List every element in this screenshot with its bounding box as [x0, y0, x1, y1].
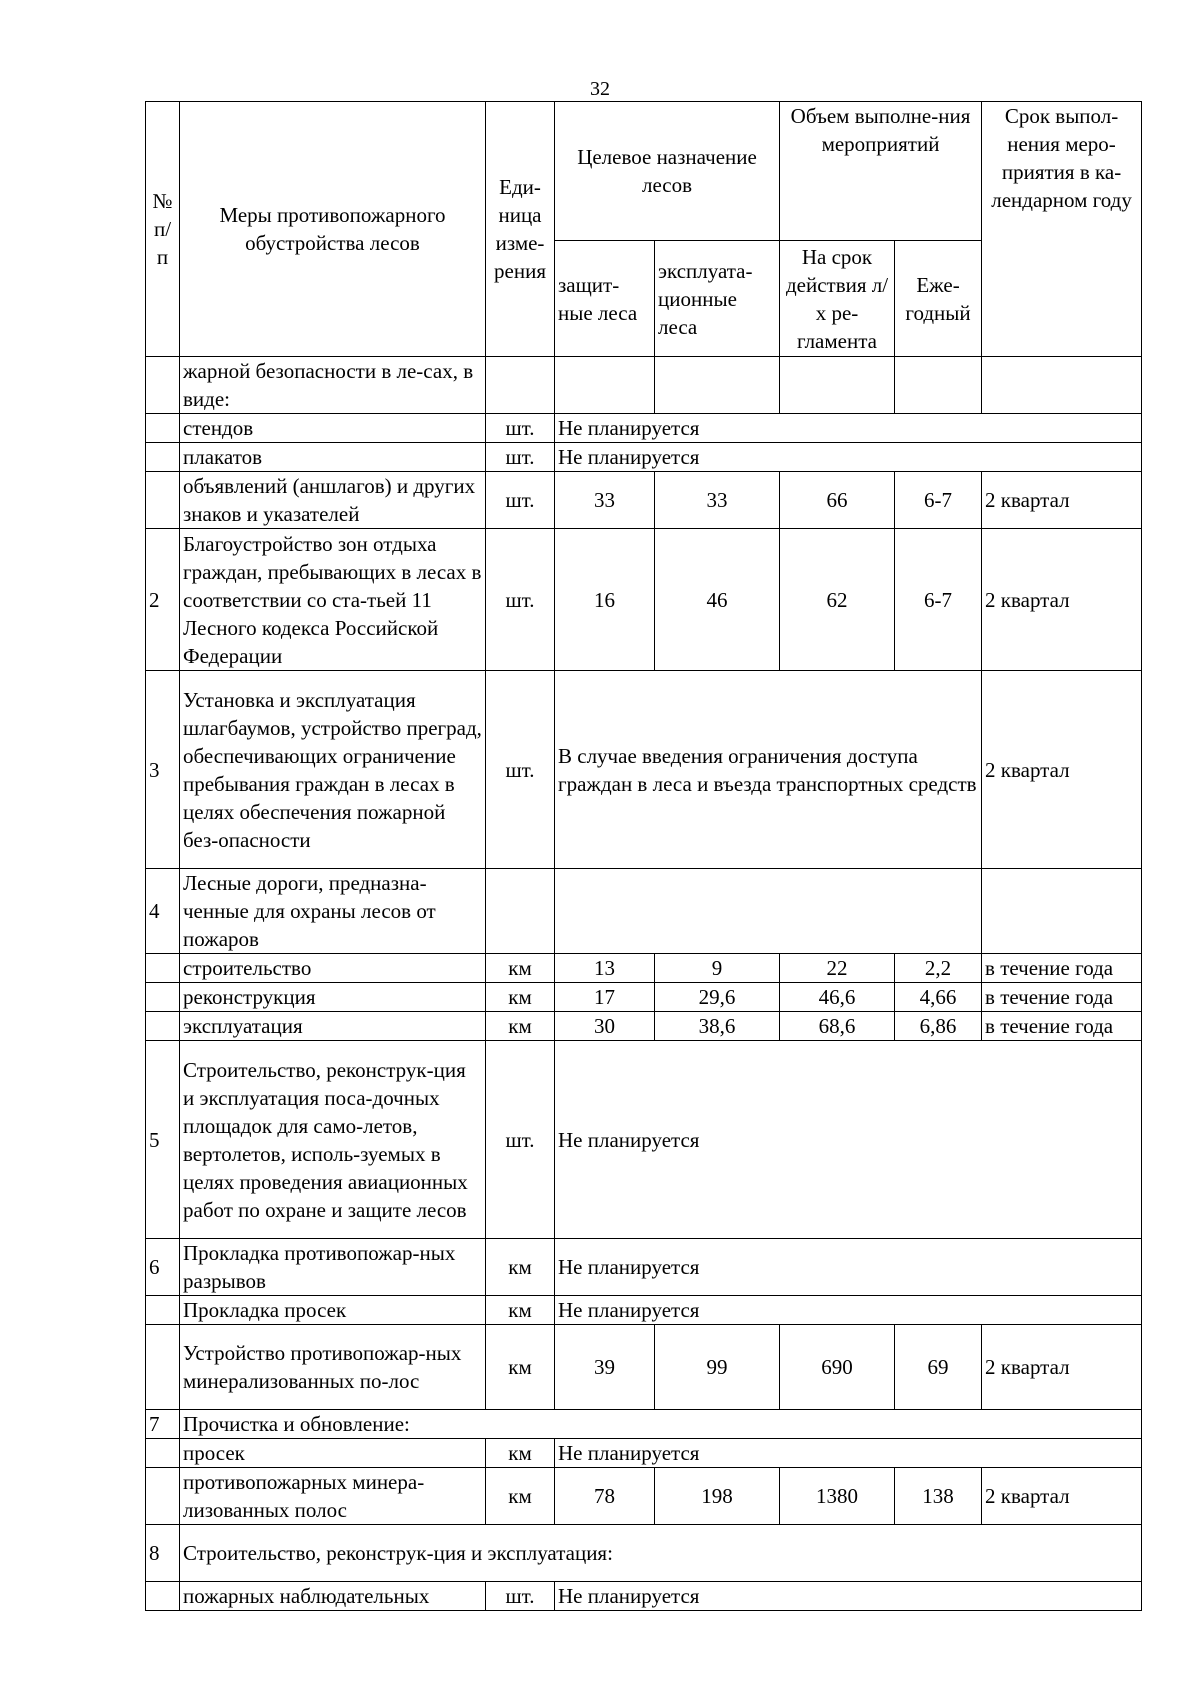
row-number: 7 [146, 1410, 180, 1439]
yearly-value: 2,2 [895, 954, 982, 983]
measure-name: противопожарных минера-лизованных полос [180, 1468, 486, 1525]
protective-value: 39 [555, 1325, 655, 1410]
note: Не планируется [555, 1041, 1142, 1239]
unit: км [486, 1439, 555, 1468]
measure-name: Строительство, реконструк-ция и эксплуатация: [180, 1525, 1142, 1582]
protective-value: 33 [555, 472, 655, 529]
deadline-value: 2 квартал [982, 1468, 1142, 1525]
deadline-value: в течение года [982, 954, 1142, 983]
row-number: 2 [146, 529, 180, 671]
unit: км [486, 954, 555, 983]
header-unit: Еди-ница изме-рения [486, 102, 555, 357]
note: Не планируется [555, 1439, 1142, 1468]
deadline-value: 2 квартал [982, 1325, 1142, 1410]
term-value: 690 [780, 1325, 895, 1410]
protective-value: 13 [555, 954, 655, 983]
header-exploitation: эксплуата-ционные леса [655, 241, 780, 357]
yearly-value: 6,86 [895, 1012, 982, 1041]
note: Не планируется [555, 1582, 1142, 1611]
table-row [146, 869, 1142, 954]
header-term: На срок действия л/х ре-гламента [780, 241, 895, 357]
table-row [146, 472, 1142, 529]
measure-name: Благоустройство зон отдыха граждан, пребывающих в лесах в соответствии со ста-тьей 11 Лесного кодекса Российской Федерации [180, 529, 486, 671]
table-row [146, 357, 1142, 414]
unit: км [486, 1468, 555, 1525]
deadline-value: в течение года [982, 1012, 1142, 1041]
measure-name: Лесные дороги, предназна-ченные для охраны лесов от пожаров [180, 869, 486, 954]
table-row [146, 954, 1142, 983]
exploitation-value: 29,6 [655, 983, 780, 1012]
yearly-value: 69 [895, 1325, 982, 1410]
measure-name: просек [180, 1439, 486, 1468]
measure-name: пожарных наблюдательных [180, 1582, 486, 1611]
term-value: 62 [780, 529, 895, 671]
table-row [146, 414, 1142, 443]
header-deadline: Срок выпол-нения меро-приятия в ка-лендарном году [982, 102, 1142, 357]
term-value: 46,6 [780, 983, 895, 1012]
header-measures: Меры противопожарного обустройства лесов [180, 102, 486, 357]
exploitation-value: 99 [655, 1325, 780, 1410]
unit: шт. [486, 1041, 555, 1239]
unit: км [486, 1296, 555, 1325]
row-number: 4 [146, 869, 180, 954]
deadline-value: 2 квартал [982, 529, 1142, 671]
deadline-value: 2 квартал [982, 472, 1142, 529]
deadline-value: 2 квартал [982, 671, 1142, 869]
header-protective: защит-ные леса [555, 241, 655, 357]
unit: шт. [486, 1582, 555, 1611]
measure-name: жарной безопасности в ле-сах, в виде: [180, 357, 486, 414]
yearly-value: 138 [895, 1468, 982, 1525]
measure-name: Прокладка просек [180, 1296, 486, 1325]
table-row [146, 1012, 1142, 1041]
exploitation-value: 9 [655, 954, 780, 983]
measure-name: реконструкция [180, 983, 486, 1012]
row-number: 5 [146, 1041, 180, 1239]
deadline-value: в течение года [982, 983, 1142, 1012]
header-num: № п/ п [146, 102, 180, 357]
protective-value: 17 [555, 983, 655, 1012]
exploitation-value: 38,6 [655, 1012, 780, 1041]
protective-value: 78 [555, 1468, 655, 1525]
protective-value: 16 [555, 529, 655, 671]
note: Не планируется [555, 443, 1142, 472]
table-row [146, 1468, 1142, 1525]
fire-safety-measures-table [145, 101, 1142, 1611]
header-purpose: Целевое назначение лесов [555, 102, 780, 241]
exploitation-value: 198 [655, 1468, 780, 1525]
table-row [146, 983, 1142, 1012]
unit: шт. [486, 671, 555, 869]
yearly-value: 6-7 [895, 529, 982, 671]
term-value: 1380 [780, 1468, 895, 1525]
unit: шт. [486, 414, 555, 443]
header-volume: Объем выполне-ния мероприятий [780, 102, 982, 241]
note: Не планируется [555, 1239, 1142, 1296]
term-value: 68,6 [780, 1012, 895, 1041]
row-number: 6 [146, 1239, 180, 1296]
table-row [146, 1325, 1142, 1410]
unit: шт. [486, 529, 555, 671]
table-row [146, 1410, 1142, 1439]
unit: км [486, 983, 555, 1012]
table-row [146, 1041, 1142, 1239]
exploitation-value: 46 [655, 529, 780, 671]
table-row [146, 1582, 1142, 1611]
measure-name: Строительство, реконструк-ция и эксплуатация поса-дочных площадок для само-летов, вертолетов, исполь-зуемых в целях проведения авиационных работ по охране и защите лесов [180, 1041, 486, 1239]
term-value: 66 [780, 472, 895, 529]
unit: шт. [486, 472, 555, 529]
yearly-value: 6-7 [895, 472, 982, 529]
measure-name: строительство [180, 954, 486, 983]
table-row [146, 529, 1142, 671]
row-number: 8 [146, 1525, 180, 1582]
unit: шт. [486, 443, 555, 472]
note: Не планируется [555, 414, 1142, 443]
measure-name: Установка и эксплуатация шлагбаумов, устройство преград, обеспечивающих ограничение пребывания граждан в лесах в целях обеспечения пожарной без-опасности [180, 671, 486, 869]
table-row [146, 443, 1142, 472]
table-row [146, 1525, 1142, 1582]
unit: км [486, 1012, 555, 1041]
measure-name: Прочистка и обновление: [180, 1410, 1142, 1439]
measure-name: Устройство противопожар-ных минерализованных по-лос [180, 1325, 486, 1410]
table-row [146, 671, 1142, 869]
table-row [146, 1439, 1142, 1468]
measure-name: объявлений (аншлагов) и других знаков и указателей [180, 472, 486, 529]
header-yearly: Еже-годный [895, 241, 982, 357]
measure-name: стендов [180, 414, 486, 443]
page-number: 32 [590, 78, 610, 100]
unit: км [486, 1239, 555, 1296]
protective-value: 30 [555, 1012, 655, 1041]
note: В случае введения ограничения доступа граждан в леса и въезда транспортных средств [555, 671, 982, 869]
yearly-value: 4,66 [895, 983, 982, 1012]
unit: км [486, 1325, 555, 1410]
term-value: 22 [780, 954, 895, 983]
measure-name: Прокладка противопожар-ных разрывов [180, 1239, 486, 1296]
table-row [146, 1239, 1142, 1296]
measure-name: плакатов [180, 443, 486, 472]
row-number: 3 [146, 671, 180, 869]
note: Не планируется [555, 1296, 1142, 1325]
exploitation-value: 33 [655, 472, 780, 529]
measure-name: эксплуатация [180, 1012, 486, 1041]
table-row [146, 1296, 1142, 1325]
